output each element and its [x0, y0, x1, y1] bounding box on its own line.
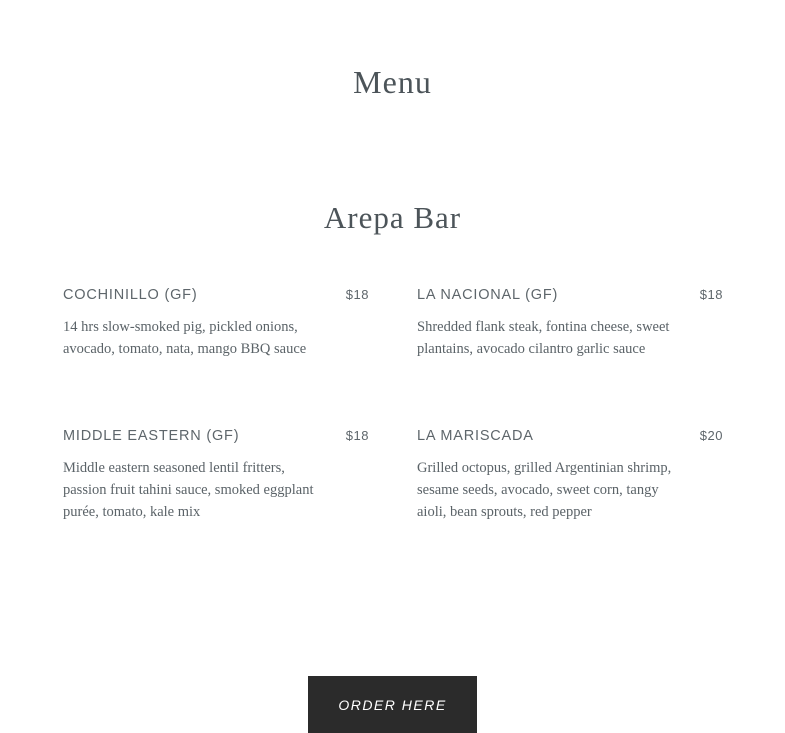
- menu-item-price: $20: [699, 428, 723, 443]
- order-here-button[interactable]: ORDER HERE: [308, 676, 477, 733]
- menu-item-name: LA MARISCADA: [417, 428, 534, 444]
- section-title: Arepa Bar: [323, 200, 462, 235]
- menu-item-description: 14 hrs slow-smoked pig, pickled onions, avocado, tomato, nata, mango BBQ sauce: [63, 319, 307, 357]
- menu-item-middle-eastern: [63, 428, 369, 523]
- menu-item-cochinillo: [63, 287, 369, 360]
- menu-item-la-mariscada: [417, 428, 723, 523]
- menu-item-price: $18: [345, 428, 369, 443]
- menu-item-name: COCHINILLO (GF): [63, 287, 198, 303]
- menu-item-header: [63, 287, 369, 309]
- menu-item-name: MIDDLE EASTERN (GF): [63, 428, 240, 444]
- menu-item-header: [417, 428, 723, 450]
- menu-item-description: Shredded flank steak, fontina cheese, sweet plantains, avocado cilantro garlic sauce: [417, 319, 670, 357]
- menu-item-price: $18: [699, 287, 723, 302]
- menu-item-description: Middle eastern seasoned lentil fritters, passion fruit tahini sauce, smoked eggplant purée, tomato, kale mix: [63, 460, 314, 520]
- menu-item-header: [417, 287, 723, 309]
- menu-item-description: Grilled octopus, grilled Argentinian shrimp, sesame seeds, avocado, sweet corn, tangy aioli, bean sprouts, red pepper: [417, 460, 672, 520]
- menu-item-name: LA NACIONAL (GF): [417, 287, 559, 303]
- menu-item-price: $18: [345, 287, 369, 302]
- menu-item-header: [63, 428, 369, 450]
- menu-item-la-nacional: [417, 287, 723, 360]
- page-title: Menu: [353, 64, 432, 100]
